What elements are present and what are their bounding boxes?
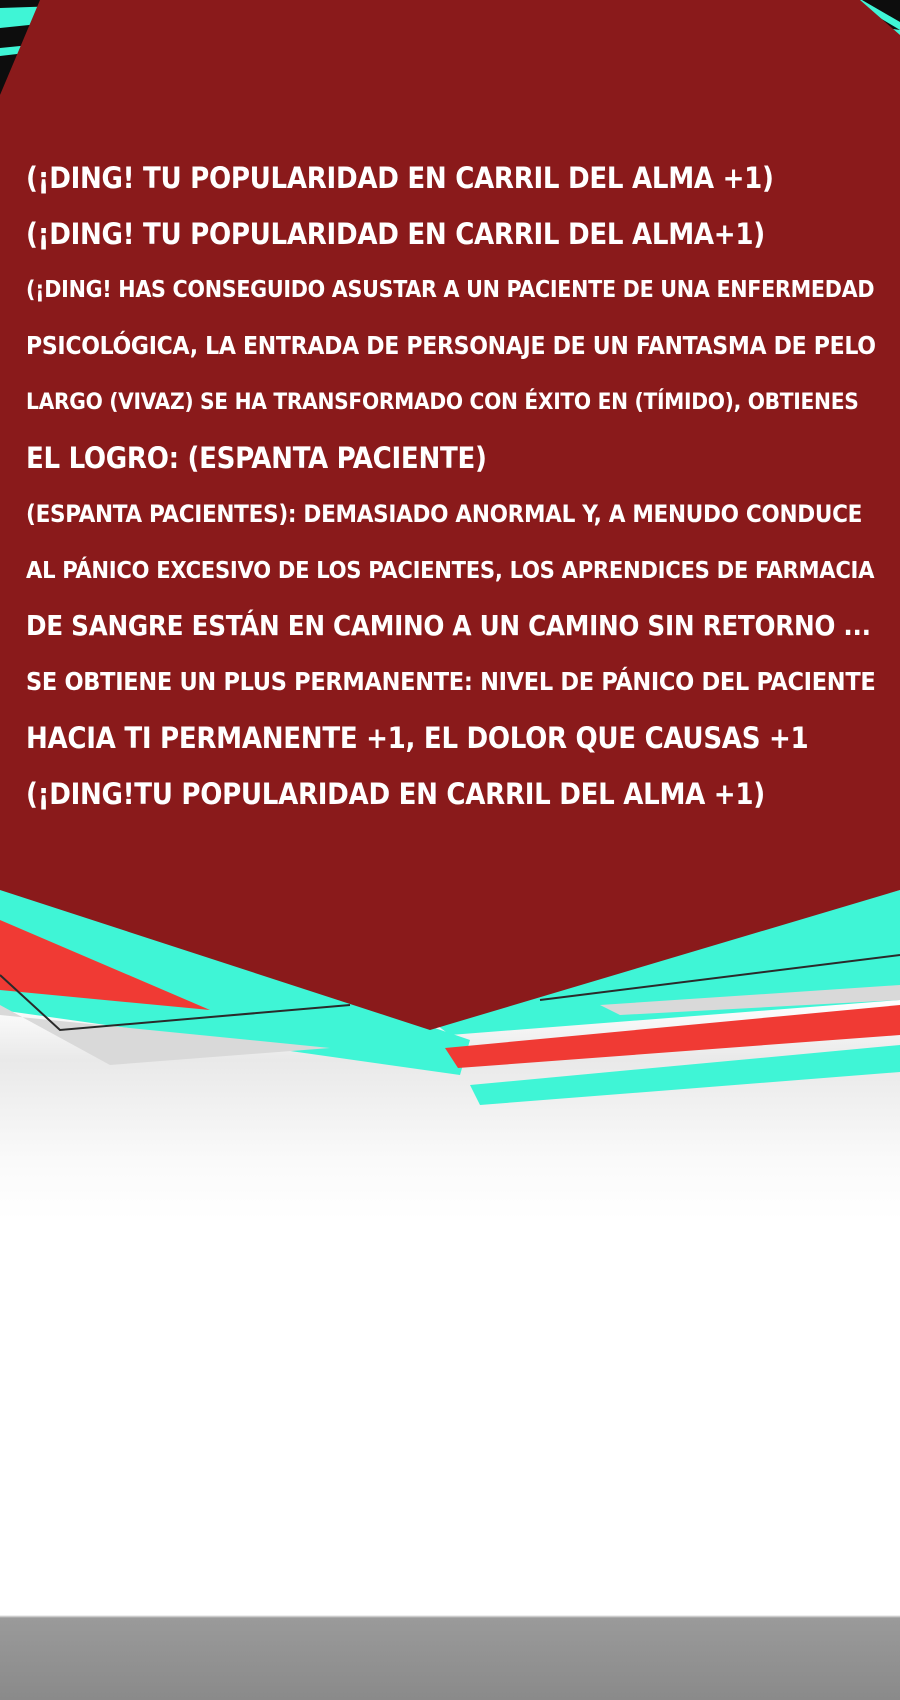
message-line: DE SANGRE ESTÁN EN CAMINO A UN CAMINO SIN RETORNO ... [26, 610, 871, 642]
message-line: (¡DING! TU POPULARIDAD EN CARRIL DEL ALMA+1) [26, 217, 765, 251]
message-line: LARGO (VIVAZ) SE HA TRANSFORMADO CON ÉXITO EN (TÍMIDO), OBTIENES [26, 389, 859, 415]
message-line: (¡DING! HAS CONSEGUIDO ASUSTAR A UN PACIENTE DE UNA ENFERMEDAD [26, 277, 875, 303]
message-line: (¡DING!TU POPULARIDAD EN CARRIL DEL ALMA +1) [26, 777, 765, 811]
message-line: AL PÁNICO EXCESIVO DE LOS PACIENTES, LOS APRENDICES DE FARMACIA [26, 556, 875, 584]
message-line: (ESPANTA PACIENTES): DEMASIADO ANORMAL Y, A MENUDO CONDUCE [26, 500, 863, 528]
message-line: EL LOGRO: (ESPANTA PACIENTE) [26, 441, 487, 475]
message-line: PSICOLÓGICA, LA ENTRADA DE PERSONAJE DE UN FANTASMA DE PELO [26, 331, 876, 360]
system-message-text [26, 150, 876, 822]
message-line: HACIA TI PERMANENTE +1, EL DOLOR QUE CAUSAS +1 [26, 721, 809, 755]
message-line: SE OBTIENE UN PLUS PERMANENTE: NIVEL DE PÁNICO DEL PACIENTE [26, 667, 876, 696]
message-line: (¡DING! TU POPULARIDAD EN CARRIL DEL ALMA +1) [26, 161, 774, 195]
